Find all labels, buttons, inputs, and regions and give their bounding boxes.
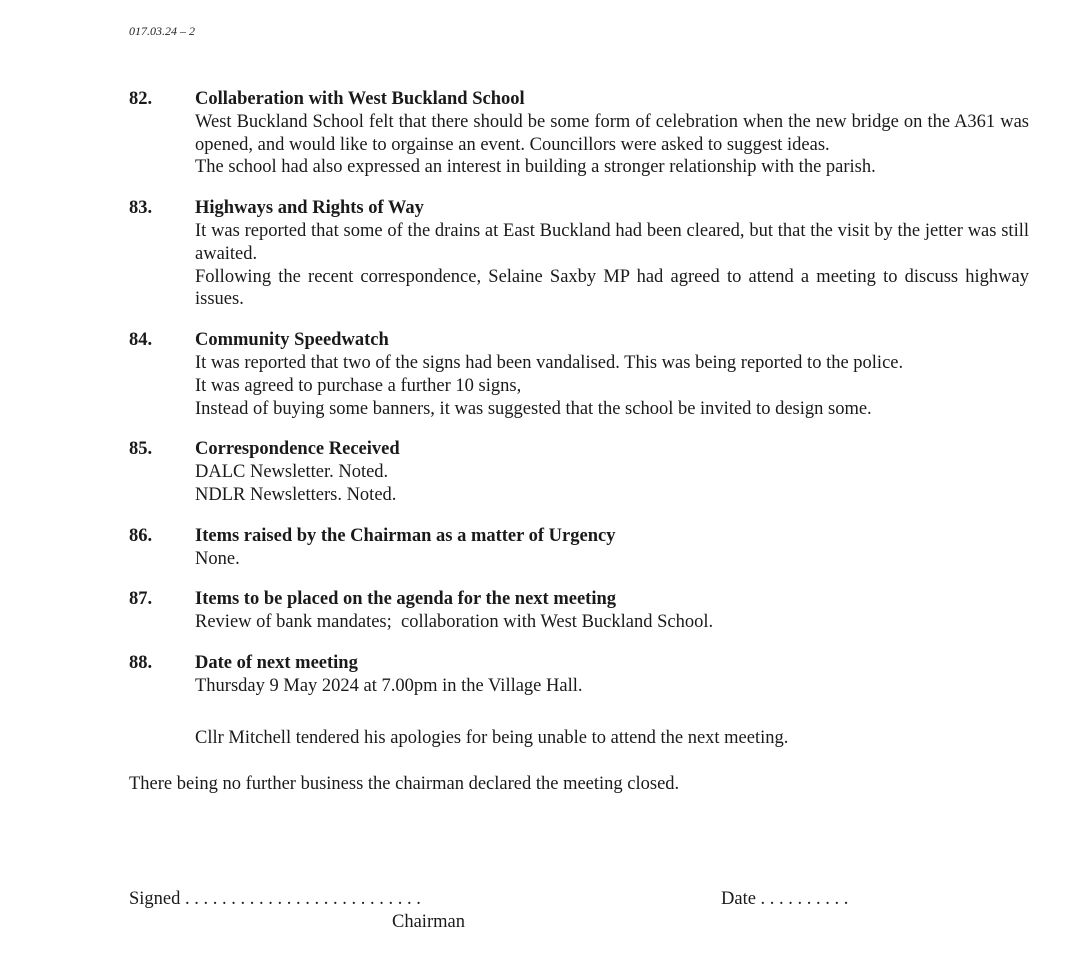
closing-statement: There being no further business the chairman declared the meeting closed. xyxy=(129,774,680,794)
signature-line: Signed . . . . . . . . . . . . . . . . . . . . . . . . . . xyxy=(129,889,421,909)
document-reference: 017.03.24 – 2 xyxy=(129,24,195,38)
minute-item-86 xyxy=(129,525,1029,571)
item-text: Review of bank mandates; collaboration with West Buckland School. xyxy=(195,612,714,633)
item-body xyxy=(195,88,1029,179)
item-text: None. xyxy=(195,548,240,569)
minutes-items xyxy=(129,88,1029,698)
minute-item-88 xyxy=(129,652,1029,698)
item-title: Highways and Rights of Way xyxy=(195,198,424,219)
item-number: 82. xyxy=(129,89,153,109)
item-title: Date of next meeting xyxy=(195,652,358,673)
item-text: DALC Newsletter. Noted. xyxy=(195,462,389,483)
item-title: Items raised by the Chairman as a matter of Urgency xyxy=(195,525,616,546)
item-text: Instead of buying some banners, it was suggested that the school be invited to design some. xyxy=(195,398,872,419)
minute-item-84 xyxy=(129,329,1029,420)
item-body xyxy=(195,438,1029,506)
item-number: 88. xyxy=(129,652,153,673)
minute-item-87 xyxy=(129,588,1029,634)
item-text: West Buckland School felt that there should be some form of celebration when the new bridge on the A361 was opened, and would like to orgainse an event. Councillors were asked to suggest ideas. xyxy=(195,111,1029,155)
minute-item-85 xyxy=(129,438,1029,506)
item-number: 85. xyxy=(129,439,153,460)
minute-item-83 xyxy=(129,197,1029,311)
item-text: Thursday 9 May 2024 at 7.00pm in the Village Hall. xyxy=(195,675,583,696)
item-title: Items to be placed on the agenda for the next meeting xyxy=(195,589,617,610)
item-number: 87. xyxy=(129,589,153,610)
item-text: The school had also expressed an interest in building a stronger relationship with the parish. xyxy=(195,157,876,178)
item-text: NDLR Newsletters. Noted. xyxy=(195,484,397,505)
item-body xyxy=(195,329,1029,420)
minute-item-82 xyxy=(129,88,1029,179)
item-body xyxy=(195,525,1029,571)
item-body xyxy=(195,652,1029,698)
item-text: It was reported that some of the drains at East Buckland had been cleared, but that the visit by the jetter was still awaited. xyxy=(195,220,1029,264)
item-body xyxy=(195,588,1029,634)
item-title: Correspondence Received xyxy=(195,439,400,460)
item-body xyxy=(195,197,1029,311)
item-text: It was agreed to purchase a further 10 signs, xyxy=(195,375,522,396)
date-line: Date . . . . . . . . . . xyxy=(721,889,849,909)
item-number: 84. xyxy=(129,330,153,351)
item-text: Following the recent correspondence, Selaine Saxby MP had agreed to attend a meeting to discuss highway issues. xyxy=(195,266,1029,310)
item-title: Community Speedwatch xyxy=(195,330,389,351)
item-title: Collaberation with West Buckland School xyxy=(195,89,525,109)
item-text: It was reported that two of the signs had been vandalised. This was being reported to the police. xyxy=(195,352,904,373)
signature-role: Chairman xyxy=(392,912,465,932)
item-number: 86. xyxy=(129,525,153,546)
item-number: 83. xyxy=(129,198,153,219)
apology-note: Cllr Mitchell tendered his apologies for being unable to attend the next meeting. xyxy=(195,728,789,748)
